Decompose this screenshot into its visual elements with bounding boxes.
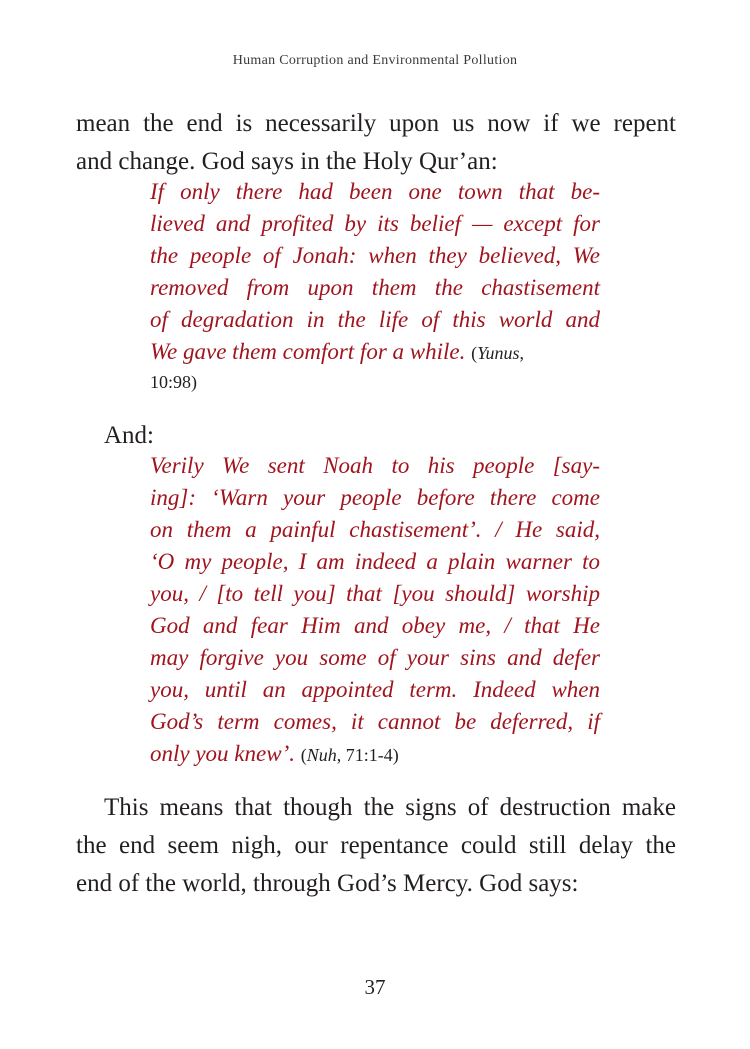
quote-text: We gave them comfort for a while. — [150, 339, 466, 364]
quote-line: of degradation in the life of this world and — [150, 307, 600, 332]
citation-surah: Nuh — [306, 745, 337, 765]
body-text-line: This means that though the signs of destruction make — [104, 794, 676, 821]
citation-paren: ( — [300, 745, 307, 765]
body-text-line: and change. God says in the Holy Qur’an: — [76, 148, 498, 175]
running-header: Human Corruption and Environmental Pollution — [232, 53, 518, 68]
quote-text: only you knew’. — [150, 741, 295, 766]
quote-line: Verily We sent Noah to his people [say- — [150, 453, 600, 478]
citation-reference: , 71:1-4) — [336, 745, 399, 765]
body-text-line: the end seem nigh, our repentance could still delay the — [76, 832, 676, 859]
quote-line: If only there had been one town that be- — [150, 179, 600, 204]
citation — [471, 343, 524, 363]
citation-paren: ( — [471, 343, 478, 363]
quote-line: ‘O my people, I am indeed a plain warner to — [150, 549, 600, 574]
page-number: 37 — [364, 975, 386, 999]
body-text-line: mean the end is necessarily upon us now if we repent — [76, 110, 676, 137]
quote-line — [150, 741, 600, 767]
quote-line: may forgive you some of your sins and defer — [150, 645, 600, 670]
citation-reference: 10:98) — [150, 372, 197, 392]
quote-line — [150, 339, 610, 365]
quote-line: ing]: ‘Warn your people before there come — [150, 485, 600, 510]
body-text-line: end of the world, through God’s Mercy. God says: — [76, 870, 579, 897]
quote-line: you, / [to tell you] that [you should] worship — [150, 581, 600, 606]
quote-line: God and fear Him and obey me, / that He — [150, 613, 600, 638]
citation — [301, 745, 399, 765]
citation-sep: , — [519, 343, 524, 363]
citation-surah: Yunus — [477, 343, 520, 363]
quote-line: God’s term comes, it cannot be deferred, if — [150, 709, 600, 734]
quote-line: the people of Jonah: when they believed, We — [150, 243, 600, 268]
quote-line: on them a painful chastisement’. / He said, — [150, 517, 600, 542]
quote-line: you, until an appointed term. Indeed when — [150, 677, 600, 702]
quote-line: removed from upon them the chastisement — [150, 275, 600, 300]
connector-text: And: — [104, 422, 154, 449]
quote-line: lieved and profited by its belief — except for — [150, 211, 600, 236]
